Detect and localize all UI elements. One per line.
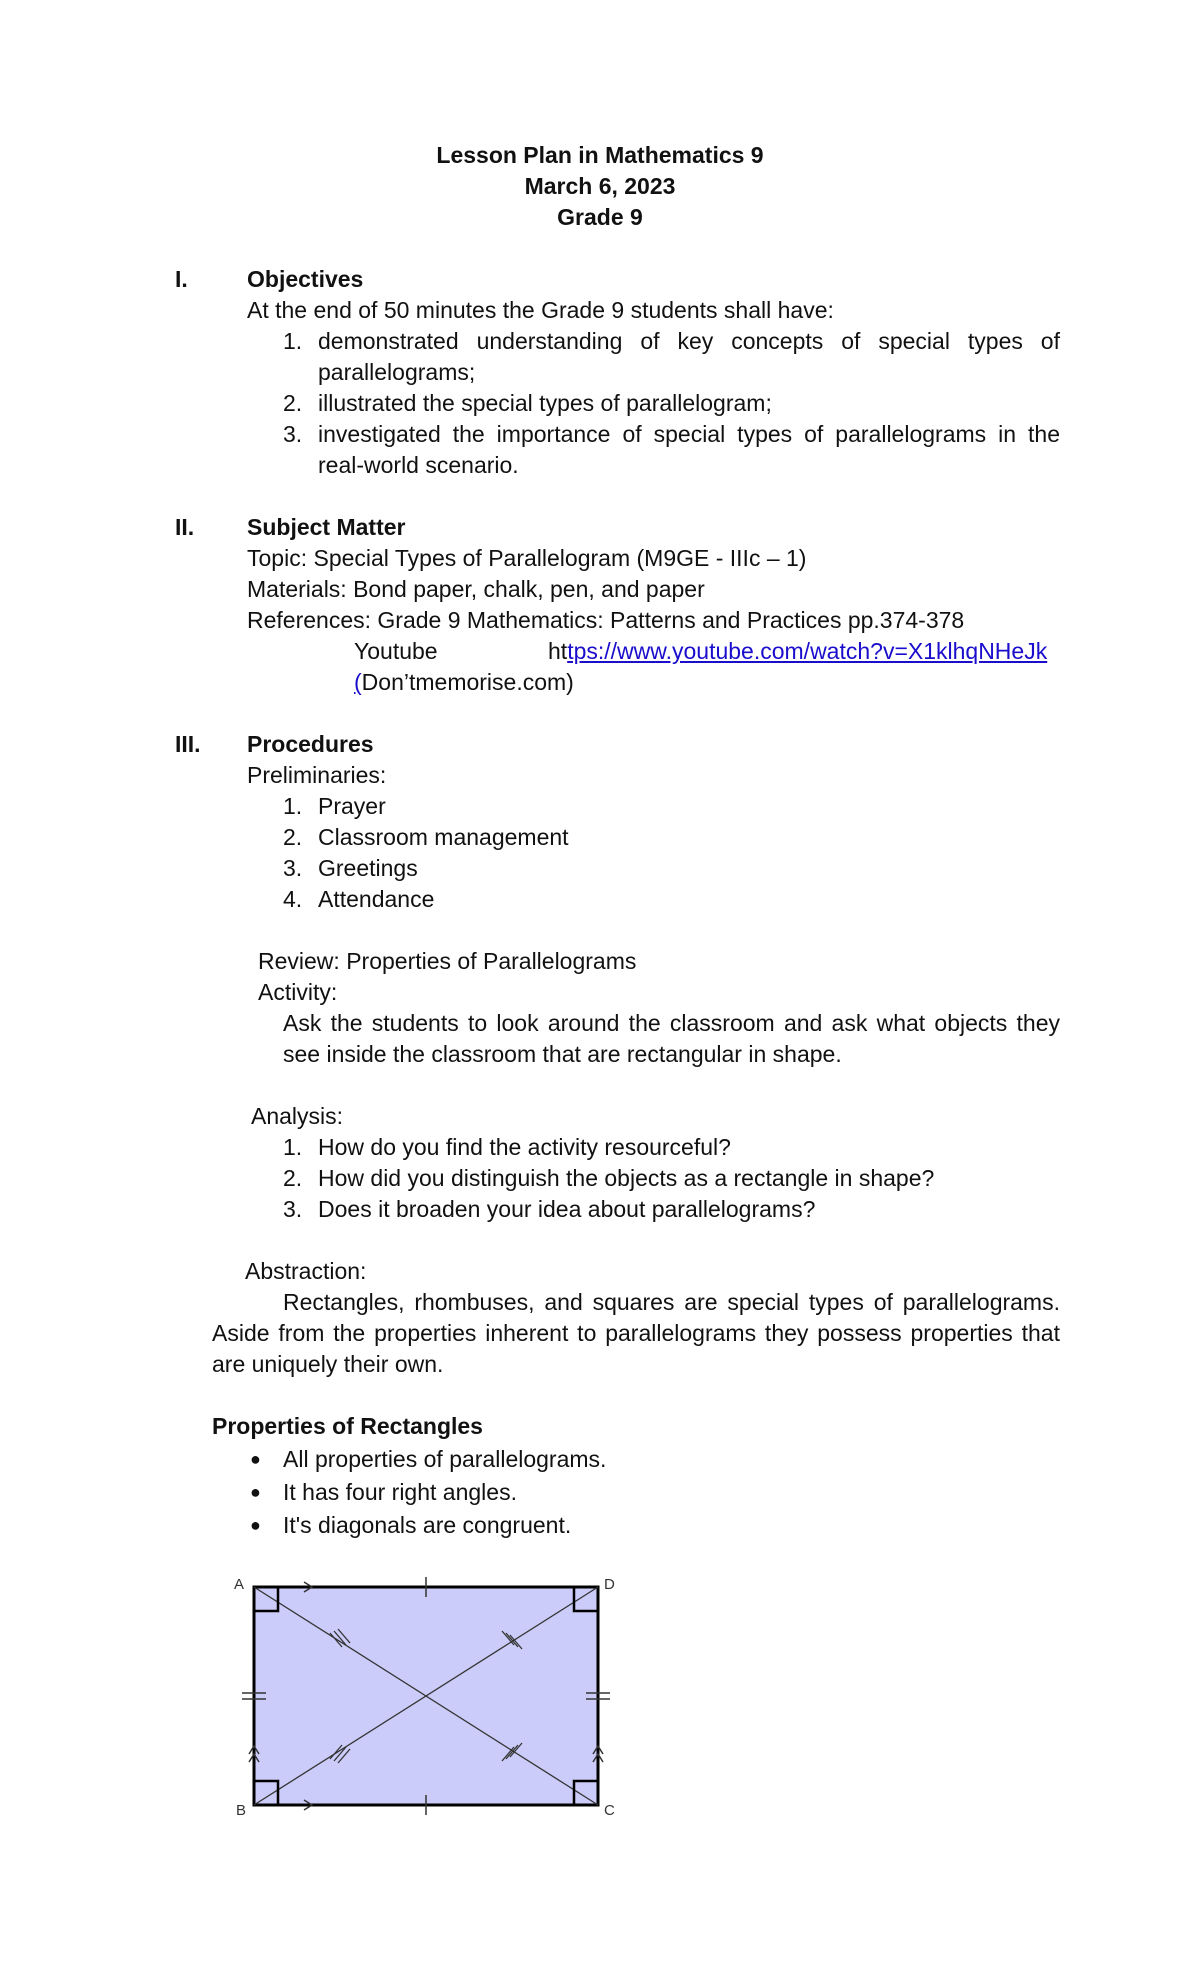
analysis-label: Analysis:: [251, 1103, 344, 1129]
source-link-paren[interactable]: (: [354, 669, 362, 695]
activity-text: Ask the students to look around the classroom and ask what objects they: [283, 1010, 1060, 1036]
objective-text: investigated the importance of special types of parallelograms in the: [318, 421, 1060, 447]
source-text: Don’tmemorise.com): [361, 669, 574, 695]
objective-number: 3.: [283, 421, 303, 447]
objective-number: 2.: [283, 390, 303, 416]
objective-text: demonstrated understanding of key concepts of special types of: [318, 328, 1060, 354]
preliminary-item: Prayer: [318, 793, 386, 819]
bullet-icon: ●: [250, 1482, 261, 1502]
abstraction-text: Aside from the properties inherent to parallelograms they possess properties that: [212, 1320, 1060, 1346]
youtube-label: Youtube: [354, 638, 438, 664]
analysis-number: 2.: [283, 1165, 303, 1191]
document-date: March 6, 2023: [524, 173, 676, 199]
vertex-label-d: D: [604, 1576, 615, 1593]
vertex-label-a: A: [234, 1576, 245, 1593]
preliminary-number: 3.: [283, 855, 303, 881]
materials-line: Materials: Bond paper, chalk, pen, and paper: [247, 576, 705, 602]
section-heading-procedures: Procedures: [247, 731, 374, 757]
objective-text-continued: parallelograms;: [318, 359, 476, 385]
abstraction-text: Rectangles, rhombuses, and squares are special types of parallelograms.: [283, 1289, 1060, 1315]
vertex-label-c: C: [604, 1802, 615, 1819]
vertex-label-b: B: [236, 1802, 247, 1819]
abstraction-label: Abstraction:: [245, 1258, 367, 1284]
preliminary-number: 2.: [283, 824, 303, 850]
analysis-number: 1.: [283, 1134, 303, 1160]
section-numeral-subject-matter: II.: [175, 514, 195, 540]
analysis-question: Does it broaden your idea about parallelograms?: [318, 1196, 816, 1222]
rectangle-property: All properties of parallelograms.: [283, 1446, 607, 1472]
analysis-question: How do you find the activity resourceful?: [318, 1134, 731, 1160]
objective-text: illustrated the special types of parallelogram;: [318, 390, 772, 416]
review-line: Review: Properties of Parallelograms: [258, 948, 637, 974]
preliminaries-label: Preliminaries:: [247, 762, 387, 788]
activity-text-continued: see inside the classroom that are rectangular in shape.: [283, 1041, 842, 1067]
preliminary-item: Attendance: [318, 886, 435, 912]
document-title: Lesson Plan in Mathematics 9: [436, 142, 764, 168]
activity-label: Activity:: [258, 979, 338, 1005]
rectangles-heading: Properties of Rectangles: [212, 1413, 483, 1439]
rectangle-property: It's diagonals are congruent.: [283, 1512, 572, 1538]
preliminary-item: Greetings: [318, 855, 418, 881]
objective-text-continued: real-world scenario.: [318, 452, 519, 478]
section-heading-objectives: Objectives: [247, 266, 364, 292]
section-numeral-objectives: I.: [175, 266, 188, 292]
references-line: References: Grade 9 Mathematics: Patterns and Practices pp.374-378: [247, 607, 965, 633]
abstraction-text: are uniquely their own.: [212, 1351, 444, 1377]
preliminary-item: Classroom management: [318, 824, 569, 850]
document-grade: Grade 9: [557, 204, 643, 230]
youtube-link[interactable]: tps://www.youtube.com/watch?v=X1klhqNHeJk: [567, 638, 1048, 664]
preliminary-number: 1.: [283, 793, 303, 819]
bullet-icon: ●: [250, 1449, 261, 1469]
section-numeral-procedures: III.: [175, 731, 201, 757]
bullet-icon: ●: [250, 1515, 261, 1535]
analysis-number: 3.: [283, 1196, 303, 1222]
objectives-intro: At the end of 50 minutes the Grade 9 students shall have:: [247, 297, 834, 323]
analysis-question: How did you distinguish the objects as a rectangle in shape?: [318, 1165, 935, 1191]
preliminary-number: 4.: [283, 886, 303, 912]
topic-line: Topic: Special Types of Parallelogram (M9GE - IIIc – 1): [247, 545, 807, 571]
youtube-url-prefix: ht: [548, 638, 568, 664]
section-heading-subject-matter: Subject Matter: [247, 514, 406, 540]
objective-number: 1.: [283, 328, 303, 354]
rectangle-property: It has four right angles.: [283, 1479, 517, 1505]
